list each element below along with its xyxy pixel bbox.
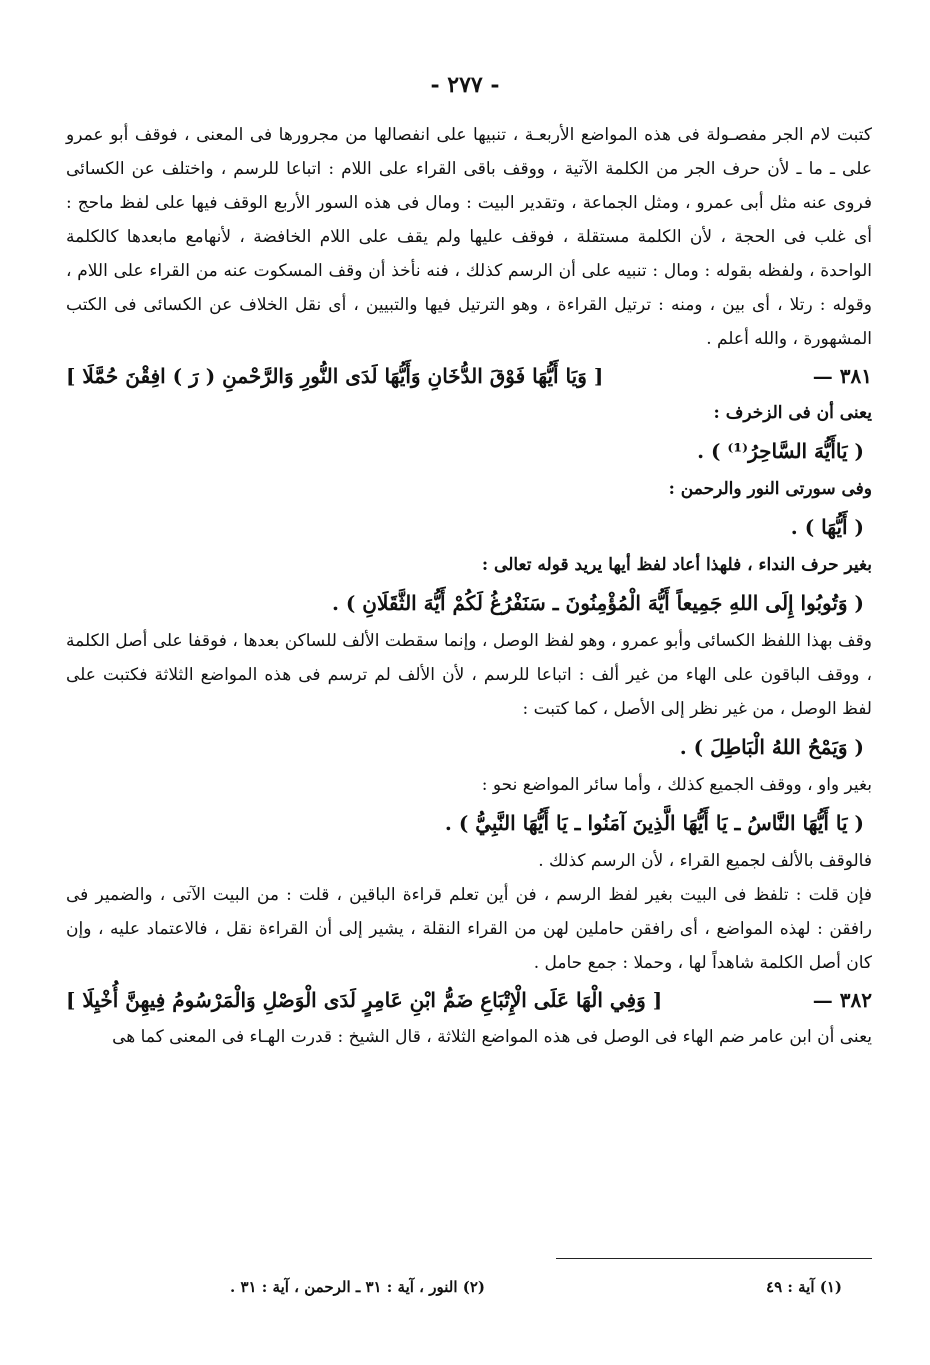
verse-381 xyxy=(66,356,872,396)
quote-yamhu: ( وَيَمْحُ اللهُ الْبَاطِلَ ) . xyxy=(679,735,864,759)
quote-tubu: ( وَتُوبُوا إِلَى اللهِ جَمِيعاً أَيُّهَ الْمُؤْمِنُونَ ـ سَنَفْرُغُ لَكُمْ أَيُّهَ الثَّقَلَانِ ) . xyxy=(331,591,864,615)
verse-number: ٣٨١ — xyxy=(812,364,872,388)
line-bighayr: بغير واو ، ووقف الجميع كذلك ، وأما سائر المواضع نحو : xyxy=(481,775,872,795)
footnotes xyxy=(230,1278,842,1296)
page-number: - ٢٧٧ - xyxy=(430,72,500,98)
line-nur-rahman: وفى سورتى النور والرحمن : xyxy=(668,479,872,499)
page-body xyxy=(66,118,872,1054)
quote-ya-ayyuha: ( يَا أَيُّهَا النَّاسُ ـ يَا أَيُّهَا الَّذِينَ آمَنُوا ـ يَا أَيُّهَا النَّبِيُّ ) . xyxy=(444,811,864,835)
footnote-2: (٢) النور ، آية : ٣١ ـ الرحمن ، آية : ٣١ . xyxy=(230,1278,485,1296)
quote-sahir: ( يَاأَيُّهَ السَّاحِرُ⁽¹⁾ ) . xyxy=(697,439,864,463)
verse-text: [ وَيَا أَيُّهَا فَوْقَ الدُّخَانِ وَأَيُّهَا لَدَى النُّورِ وَالرَّحْمنِ ( رَ ) افِقْنَ حُمَّلَا ] xyxy=(66,364,604,388)
paragraph-last: يعنى أن ابن عامر ضم الهاء فى الوصل فى هذه المواضع الثلاثة ، قال الشيخ : قدرت الهـاء فى المعنى كما هى xyxy=(112,1027,872,1047)
footnote-1: (١) آية : ٤٩ xyxy=(766,1278,842,1296)
verse-382 xyxy=(66,980,872,1020)
paragraph-waqf: وقف بهذا اللفظ الكسائى وأبو عمرو ، وهو لفظ الوصل ، وإنما سقطت الألف للساكن بعدها ، فوقفا على أصل الكلمة ، ووقف الباقون على الهاء من غير ألف : اتباعا للرسم ، لأن الألف لم ترسم فى هذه المواضع الثلاثة فكتبت على لفظ الوصل ، من غير نظر إلى الأصل ، كما كتبت : xyxy=(66,631,872,719)
line-nida: بغير حرف النداء ، فلهذا أعاد لفظ أيها يريد قوله تعالى : xyxy=(481,555,872,575)
verse-text: [ وَفِي الْهَا عَلَى الْإِتْبَاعِ ضَمُّ ابْنِ عَامِرٍ لَدَى الْوَصْلِ وَالْمَرْسُومُ فِيهِنَّ أُخْيِلَا ] xyxy=(66,988,663,1012)
line-falwaqf: فالوقف بالألف لجميع القراء ، لأن الرسم كذلك . xyxy=(538,851,872,871)
footnote-divider xyxy=(556,1258,872,1259)
paragraph-intro: كتبت لام الجر مفصـولة فى هذه المواضع الأربعـة ، تنبيها على انفصالها من مجرورها فى المعنى ، فوقف أبو عمرو على ـ ما ـ لأن حرف الجر من الكلمة الآتية ، ووقف باقى القراء على اللام : اتباعا للرسم ، واختلف عن الكسائى فروى عنه مثل أبى عمرو ، ومثل الجماعة ، وتقدير البيت : ومال فى هذه السور الأربع الوقف فيها على لفظ ماحج : أى غلب فى الحجة ، لأن الكلمة مستقلة ، فوقف عليها ولم يقف على اللام الخافضة ، لأنهامع مابعدها كالكلمة الواحدة ، ولفظه بقوله : ومال : تنبيه على أن الرسم كذلك ، فنه نأخذ أن وقف المسكوت عنه من القراء على اللام ، وقوله : رتلا ، أى بين ، ومنه : ترتيل القراءة ، وهو الترتيل فيها والتبيين ، أى نقل الخلاف عن الكسائى فى الكتب المشهورة ، والله أعلم . xyxy=(66,125,872,349)
line-zukhruf: يعنى أن فى الزخرف : xyxy=(713,403,872,423)
paragraph-qult: فإن قلت : تلفظ فى البيت بغير لفظ الرسم ، فن أين تعلم قراءة الباقين ، قلت : من البيت الآتى ، والضمير فى رافقن : لهذه المواضع ، أى رافقن حاملين لهن من القراء النقلة ، يشير إلى أن القراءة نقل ، فالاعتماد عليه ، وإن كان أصل الكلمة شاهداً لها ، وحملا : جمع حامل . xyxy=(66,885,872,973)
quote-ayyuha: ( أَيُّهَا ) . xyxy=(790,515,864,539)
verse-number: ٣٨٢ — xyxy=(812,988,872,1012)
